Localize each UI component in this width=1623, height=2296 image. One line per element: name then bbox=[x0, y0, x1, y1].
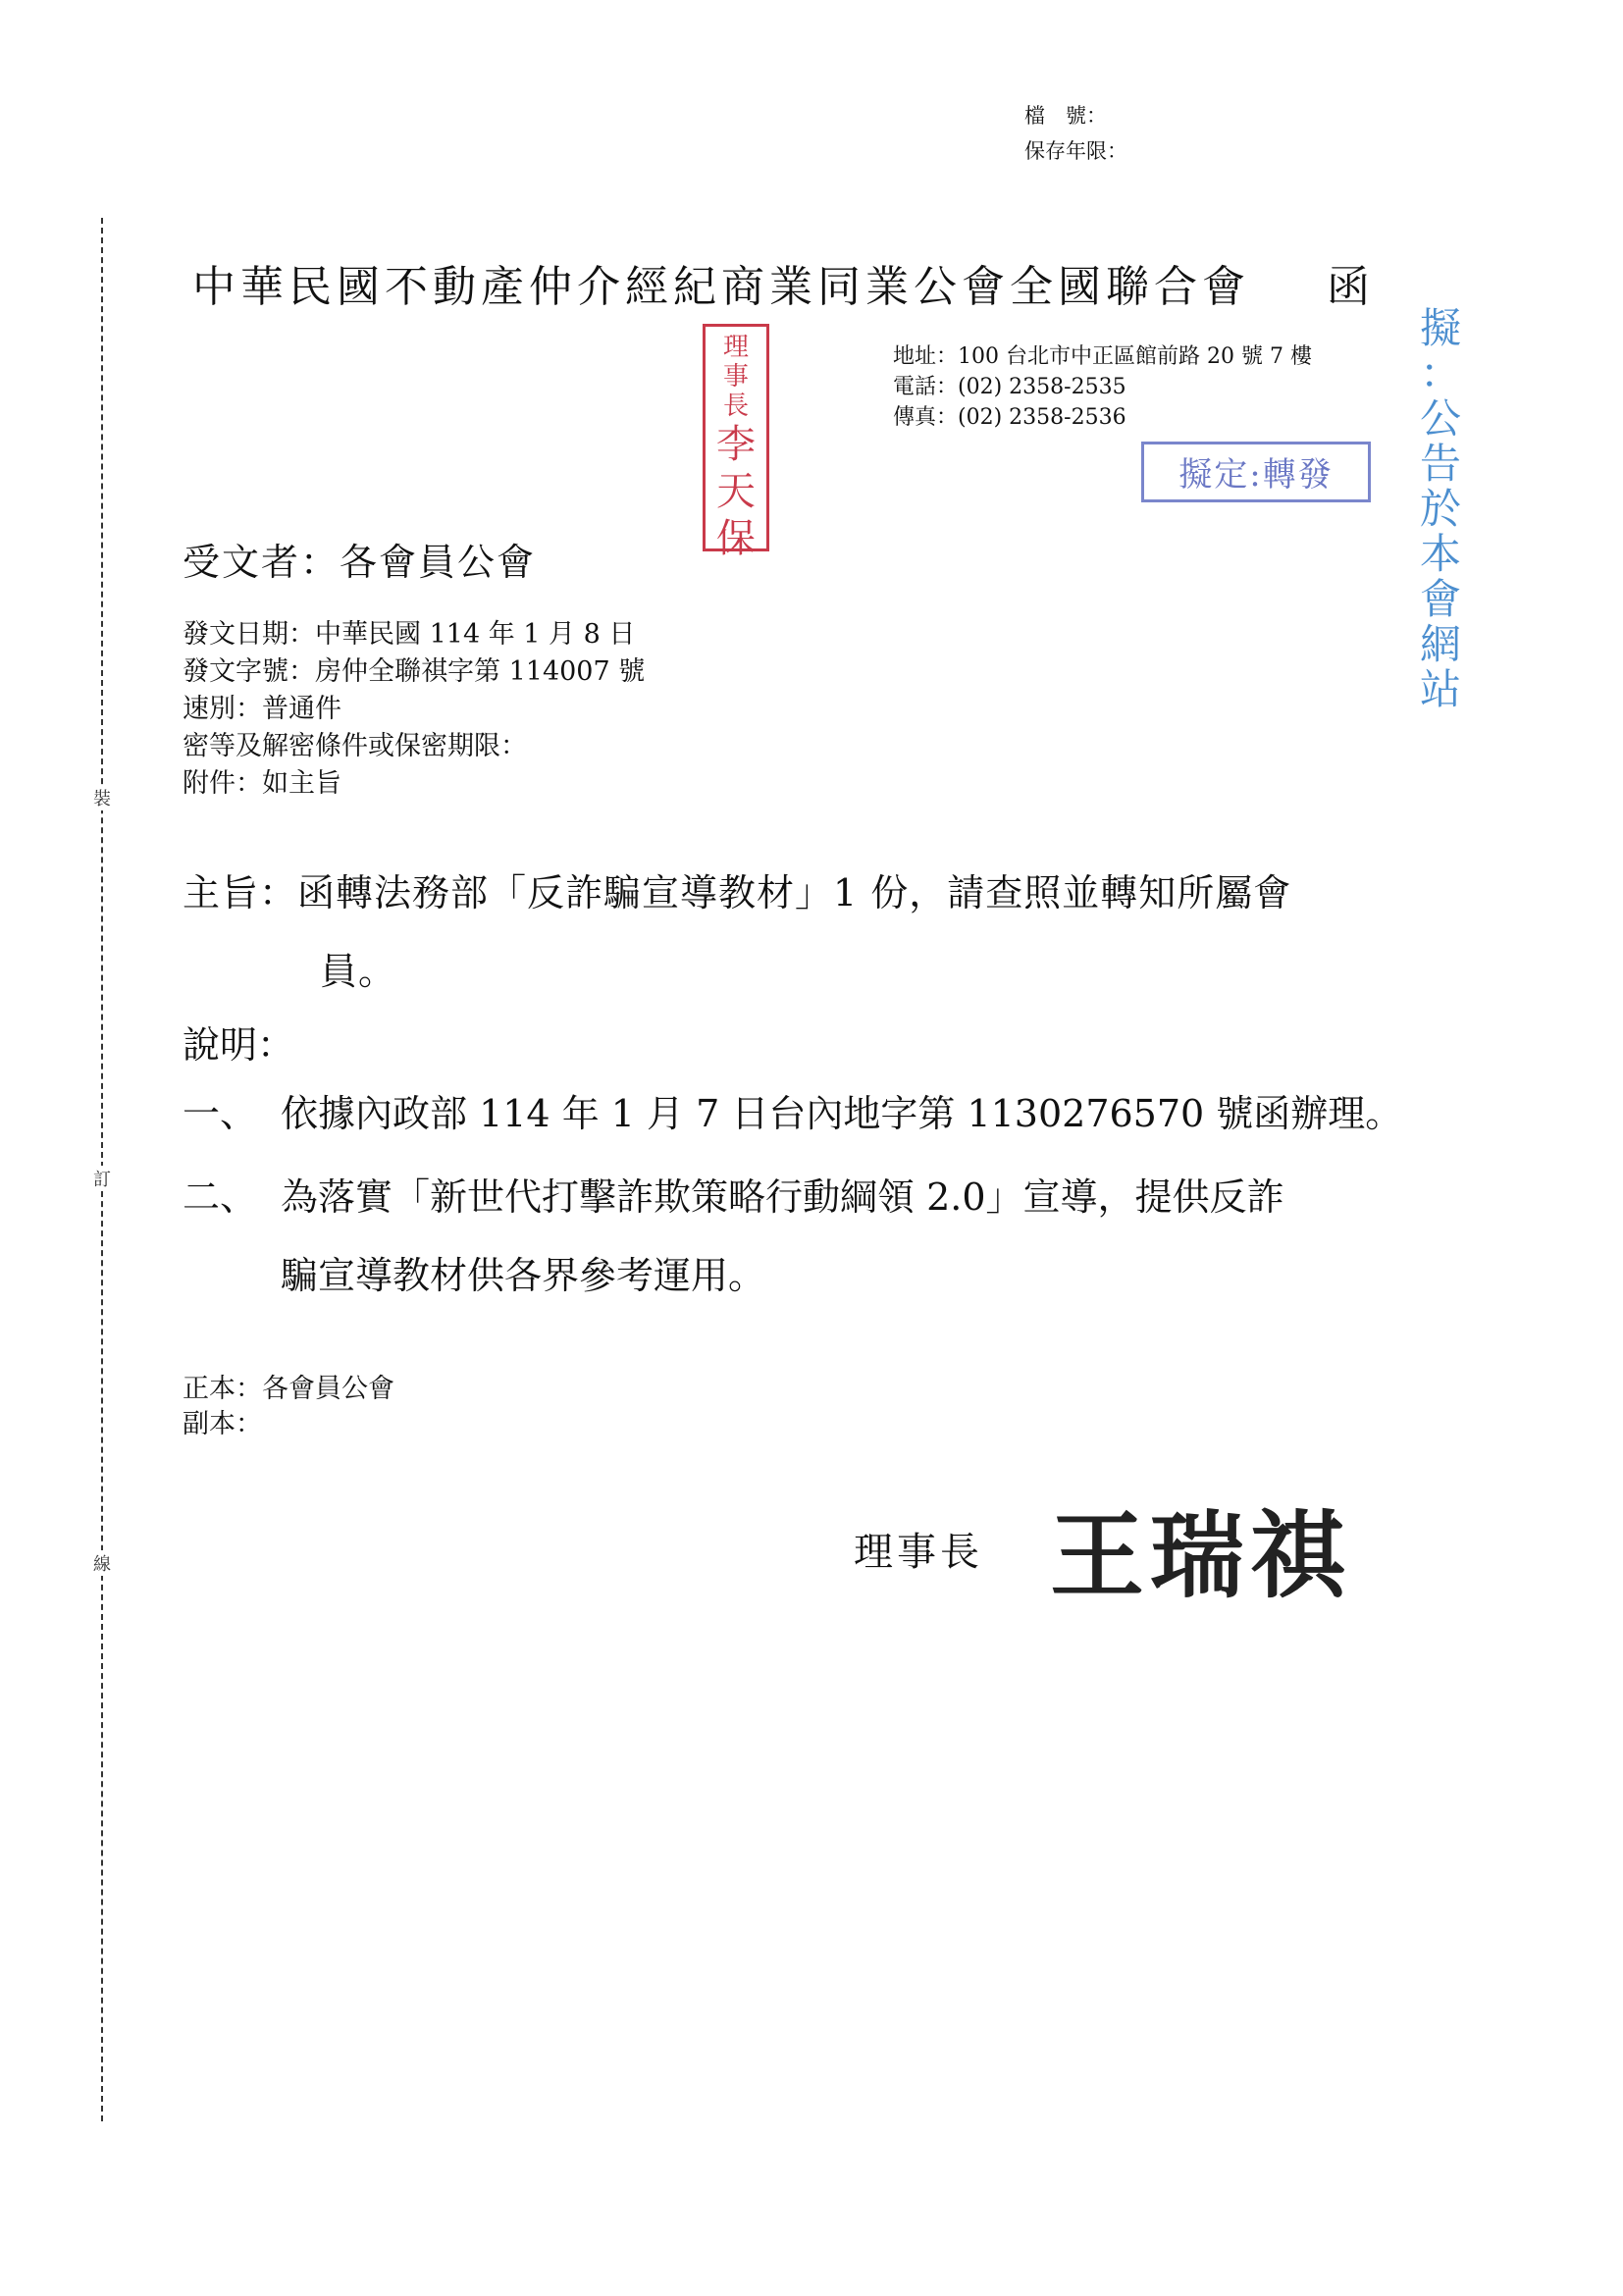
item-number: 二、 bbox=[183, 1175, 258, 1219]
signature-title: 理事長 bbox=[854, 1530, 983, 1575]
fax: 傳真：(02) 2358-2536 bbox=[893, 405, 1126, 430]
binding-mark-bottom: 線 bbox=[90, 1550, 114, 1576]
subject-line-1: 主旨：函轉法務部「反詐騙宣導教材」1 份，請查照並轉知所屬會 bbox=[183, 871, 1292, 914]
item-text: 依據內政部 114 年 1 月 7 日台內地字第 1130276570 號函辦理。 bbox=[281, 1092, 1403, 1135]
duplicate-recipients: 副本： bbox=[183, 1409, 262, 1439]
seal-name: 李 天 保 bbox=[716, 422, 756, 561]
address: 地址：100 台北市中正區館前路 20 號 7 樓 bbox=[893, 344, 1312, 369]
file-meta bbox=[1024, 98, 1172, 169]
seal-title: 理 事 長 bbox=[722, 333, 749, 421]
explanation-heading: 說明： bbox=[183, 1023, 295, 1067]
item-number: 一、 bbox=[183, 1092, 258, 1135]
file-number-label: 檔 號： bbox=[1024, 104, 1107, 128]
document-number: 發文字號：房仲全聯祺字第 114007 號 bbox=[183, 656, 646, 687]
document-meta bbox=[183, 616, 645, 803]
delivery-speed: 速別：普通件 bbox=[183, 694, 341, 724]
phone: 電話：(02) 2358-2535 bbox=[893, 375, 1126, 399]
document-type: 函 bbox=[1327, 262, 1370, 312]
subject-line-2: 員。 bbox=[320, 950, 397, 993]
binding-mark-middle: 訂 bbox=[90, 1166, 114, 1191]
chairman-red-seal bbox=[703, 324, 769, 561]
recipient: 受文者：各會員公會 bbox=[183, 541, 537, 584]
copies bbox=[183, 1372, 394, 1442]
item-text: 為落實「新世代打擊詐欺策略行動綱領 2.0」宣導，提供反詐 bbox=[281, 1175, 1284, 1219]
issue-date: 發文日期：中華民國 114 年 1 月 8 日 bbox=[183, 619, 636, 650]
contact-block bbox=[893, 341, 1312, 433]
website-notice-stamp: 擬 ： 公 告 於 本 會 網 站 bbox=[1419, 304, 1461, 713]
binding-mark-top: 裝 bbox=[90, 785, 114, 810]
explanation-item-2 bbox=[183, 1158, 1284, 1315]
attachment: 附件：如主旨 bbox=[183, 768, 341, 799]
security-level: 密等及解密條件或保密期限： bbox=[183, 731, 527, 761]
item-text-continued: 騙宣導教材供各界參考運用。 bbox=[281, 1254, 766, 1297]
original-recipients: 正本：各會員公會 bbox=[183, 1374, 394, 1404]
retention-label: 保存年限： bbox=[1024, 139, 1127, 163]
approval-stamp: 擬定:轉發 bbox=[1141, 442, 1371, 502]
signature-name: 王瑞祺 bbox=[1050, 1500, 1350, 1611]
explanation-item-1 bbox=[183, 1074, 1402, 1153]
organization-title: 中華民國不動產仲介經紀商業同業公會全國聯合會 bbox=[192, 262, 1250, 312]
subject bbox=[183, 854, 1439, 1011]
